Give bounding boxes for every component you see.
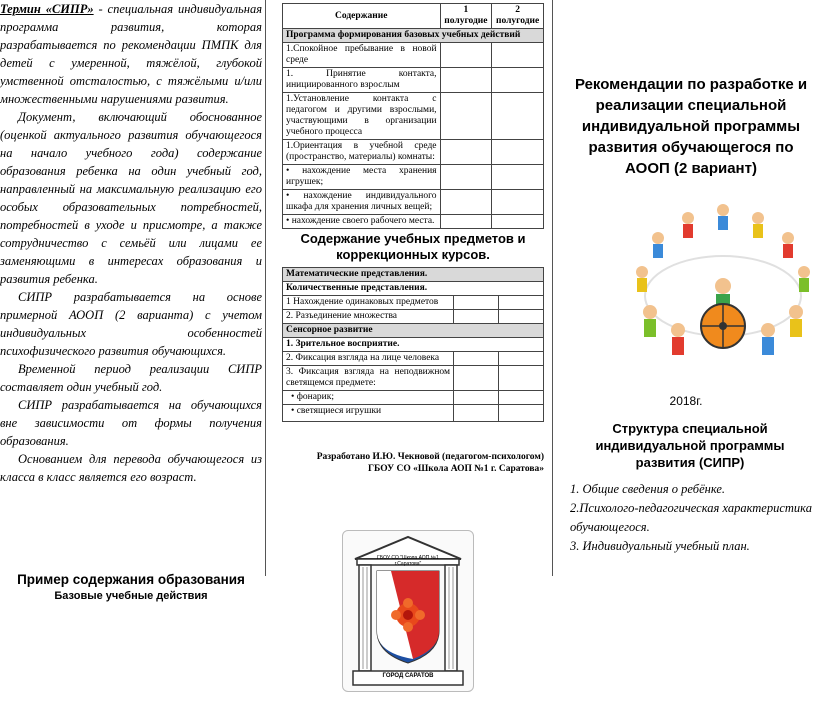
table-cell: 2. Фиксация взгляда на лице человека bbox=[283, 352, 454, 366]
form-paragraph: СИПР разрабатывается на обучающихся вне зависимости от формы получения образования. bbox=[0, 398, 262, 448]
header-half1: 1 полугодие bbox=[440, 4, 492, 29]
definition-text: - специальная индивидуальная программа развития, которая разрабатывается по рекомендации ПМПК для детей с умеренной, тяжёлой, глубокой умственной отсталостью, с тяжёлыми и/или множественными нарушениями развития. bbox=[0, 2, 263, 106]
left-column bbox=[0, 0, 262, 602]
bud-table bbox=[282, 3, 544, 229]
table-row bbox=[283, 310, 544, 324]
header-half2: 2 полугодие bbox=[492, 4, 544, 29]
column-divider-right bbox=[552, 0, 553, 576]
list-item: 2.Психолого-педагогическая характеристика обучающегося. bbox=[570, 501, 812, 534]
list-item: 3. Индивидуальный учебный план. bbox=[570, 539, 750, 553]
table-cell: • фонарик; bbox=[283, 391, 454, 405]
definition-paragraph bbox=[0, 0, 262, 108]
emblem-city-label: ГОРОД САРАТОВ bbox=[382, 673, 434, 679]
table-cell: • нахождение места хранения игрушек; bbox=[283, 165, 441, 190]
document-paragraph: Документ, включающий обоснованное (оценкой актуального развития обучающегося на начало учебного года) содержание образования ребенка на один учебный год, направленный на максимальную реализацию его особых образовательных потребностей, потребностей в уходе и присмотре, а также сотрудничество с семьёй или лицами ее заменяющими в интересах образования и развития ребенка. bbox=[0, 110, 262, 286]
children-circle-icon bbox=[628, 196, 816, 366]
author-line-2: ГБОУ СО «Школа АОП №1 г. Саратова» bbox=[368, 464, 544, 474]
table-cell: 1.Ориентация в учебной среде (пространство, материалы) комнаты: bbox=[283, 140, 441, 165]
table-row bbox=[283, 215, 544, 229]
subjects-table bbox=[282, 267, 544, 422]
table-row bbox=[283, 405, 544, 422]
table-row bbox=[283, 338, 544, 352]
example-title: Пример содержания образования bbox=[17, 572, 245, 587]
table-row bbox=[283, 140, 544, 165]
author-line-1: Разработано И.Ю. Чекновой (педагогом-психологом) bbox=[316, 452, 544, 462]
structure-list bbox=[570, 480, 816, 556]
group-label: Программа формирования базовых учебных действий bbox=[283, 29, 544, 43]
table-cell: • нахождение своего рабочего места. bbox=[283, 215, 441, 229]
table-row bbox=[283, 93, 544, 140]
table-row bbox=[283, 296, 544, 310]
basis-paragraph: СИПР разрабатывается на основе примерной АООП (2 варианта) с учетом индивидуальных особенностей психофизического развития обучающихся. bbox=[0, 290, 262, 358]
table-row bbox=[283, 165, 544, 190]
table-cell: Сенсорное развитие bbox=[283, 324, 544, 338]
table-cell: 1. Зрительное восприятие. bbox=[283, 338, 544, 352]
table-row bbox=[283, 68, 544, 93]
table-row bbox=[283, 391, 544, 405]
children-circle-illustration bbox=[628, 196, 816, 366]
table-row bbox=[283, 282, 544, 296]
table-row bbox=[283, 324, 544, 338]
header-content: Содержание bbox=[283, 4, 441, 29]
right-column bbox=[556, 0, 816, 553]
table-cell: Количественные представления. bbox=[283, 282, 544, 296]
table-cell: 3. Фиксация взгляда на неподвижном светящемся предмете: bbox=[283, 366, 454, 391]
example-subtitle: Базовые учебные действия bbox=[54, 590, 208, 602]
year-label: 2018г. bbox=[669, 394, 703, 408]
emblem-school-label: ГБОУ СО "Школа АОП №1 г.Саратова" bbox=[377, 555, 439, 567]
list-item: 1. Общие сведения о ребёнке. bbox=[570, 482, 726, 496]
table-row bbox=[283, 190, 544, 215]
middle-column bbox=[268, 0, 552, 679]
table-cell: • нахождение индивидуального шкафа для хранения личных вещей; bbox=[283, 190, 441, 215]
table-cell: Математические представления. bbox=[283, 268, 544, 282]
subjects-title: Содержание учебных предметов и коррекционных курсов. bbox=[300, 231, 526, 262]
period-paragraph: Временной период реализации СИПР составляет один учебный год. bbox=[0, 362, 262, 394]
transfer-paragraph: Основанием для перевода обучающегося из класса в класс является его возраст. bbox=[0, 452, 262, 484]
table-group-row bbox=[283, 29, 544, 43]
table-row bbox=[283, 268, 544, 282]
table-cell: 1.Спокойное пребывание в новой среде bbox=[283, 43, 441, 68]
table-row bbox=[283, 366, 544, 391]
column-divider-left bbox=[265, 0, 266, 576]
table-cell: 1.Установление контакта с педагогом и другими взрослыми, участвующими в организации учебного процесса bbox=[283, 93, 441, 140]
table-cell: 1 Нахождение одинаковых предметов bbox=[283, 296, 454, 310]
table-cell: • светящиеся игрушки bbox=[283, 405, 454, 422]
structure-title: Структура специальной индивидуальной программы развития (СИПР) bbox=[595, 421, 785, 470]
table-row bbox=[283, 352, 544, 366]
table-header-row bbox=[283, 4, 544, 29]
school-emblem bbox=[342, 530, 474, 692]
table-cell: 1. Принятие контакта, инициированного взрослым bbox=[283, 68, 441, 93]
table-cell: 2. Разъединение множества bbox=[283, 310, 454, 324]
term-label: Термин «СИПР» bbox=[0, 2, 94, 16]
table-row bbox=[283, 43, 544, 68]
brochure-title: Рекомендации по разработке и реализации специальной индивидуальной программы развития обучающегося по АООП (2 вариант) bbox=[574, 76, 808, 177]
